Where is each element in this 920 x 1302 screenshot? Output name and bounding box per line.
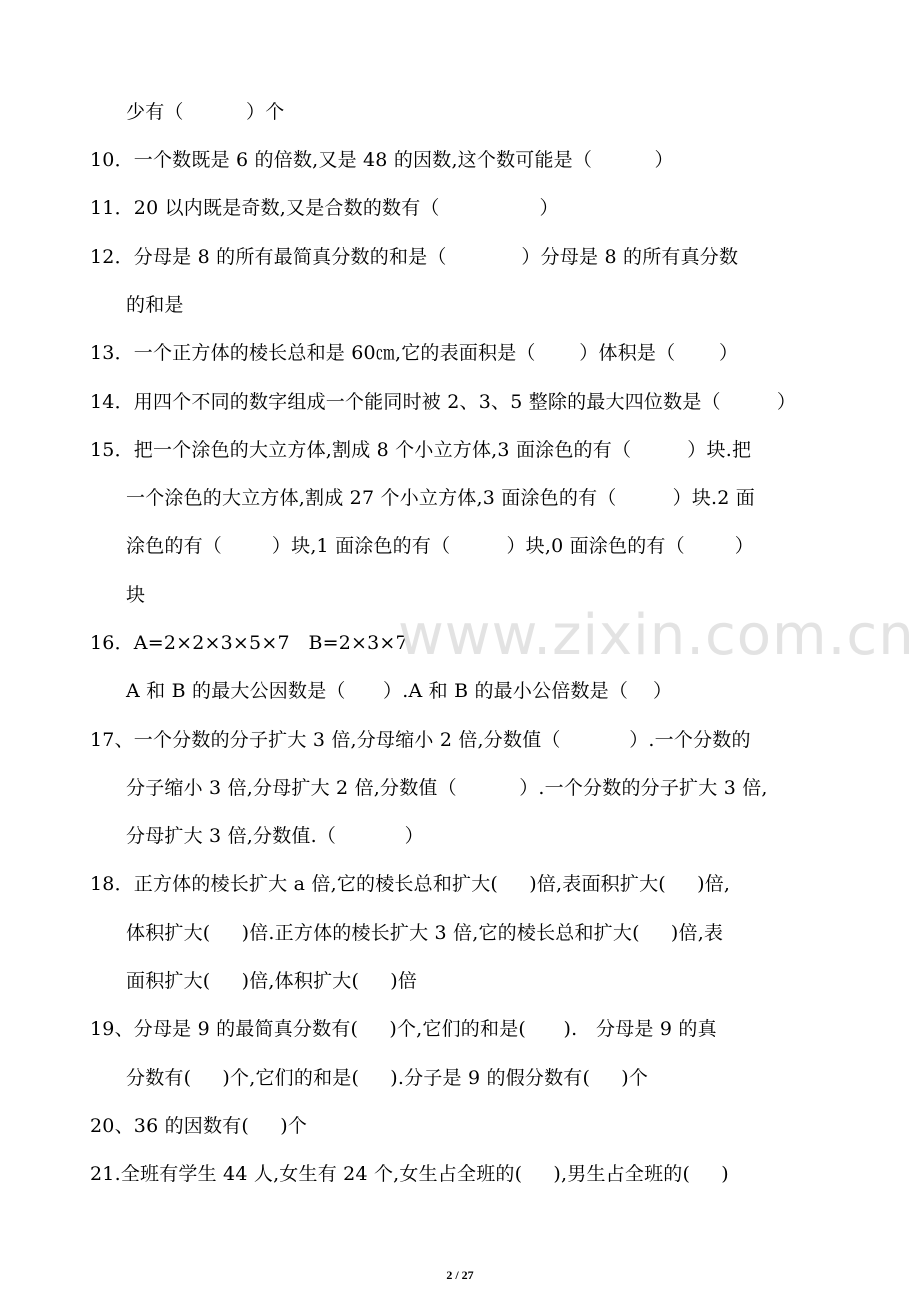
question-12: 12．分母是 8 的所有最简真分数的和是（ ）分母是 8 的所有真分数 [90, 246, 739, 268]
text-line: 体积扩大( )倍.正方体的棱长扩大 3 倍,它的棱长总和扩大( )倍,表 [126, 922, 724, 944]
question-18: 18．正方体的棱长扩大 a 倍,它的棱长总和扩大( )倍,表面积扩大( )倍, [90, 873, 731, 895]
text-line: 的和是 [126, 294, 184, 316]
question-10: 10．一个数既是 6 的倍数,又是 48 的因数,这个数可能是（ ） [90, 149, 674, 171]
question-19: 19、分母是 9 的最简真分数有( )个,它们的和是( ). 分母是 9 的真 [90, 1018, 717, 1040]
text-line: 涂色的有（ ）块,1 面涂色的有（ ）块,0 面涂色的有（ ） [126, 535, 754, 557]
question-16: 16．A=2×2×3×5×7 B=2×3×7 [90, 632, 408, 654]
text-line: A 和 B 的最大公因数是（ ）.A 和 B 的最小公倍数是（ ） [126, 680, 673, 702]
question-11: 11．20 以内既是奇数,又是合数的数有（ ） [90, 197, 559, 219]
text-line: 分母扩大 3 倍,分数值.（ ） [126, 825, 424, 847]
page-number: 2 / 27 [446, 1268, 474, 1282]
question-20: 20、36 的因数有( )个 [90, 1115, 308, 1137]
question-15: 15．把一个涂色的大立方体,割成 8 个小立方体,3 面涂色的有（ ）块.把 [90, 439, 752, 461]
text-line: 一个涂色的大立方体,割成 27 个小立方体,3 面涂色的有（ ）块.2 面 [126, 487, 755, 509]
watermark: www.zixin.com.cn [398, 603, 915, 668]
question-21: 21.全班有学生 44 人,女生有 24 个,女生占全班的( ),男生占全班的( ) [90, 1163, 729, 1185]
text-line: 面积扩大( )倍,体积扩大( )倍 [126, 970, 418, 992]
text-line: 块 [126, 584, 146, 606]
text-line: 分数有( )个,它们的和是( ).分子是 9 的假分数有( )个 [126, 1067, 649, 1089]
question-14: 14．用四个不同的数字组成一个能同时被 2、3、5 整除的最大四位数是（ ） [90, 391, 797, 413]
text-line: 分子缩小 3 倍,分母扩大 2 倍,分数值（ ）.一个分数的分子扩大 3 倍, [126, 777, 768, 799]
question-17: 17、一个分数的分子扩大 3 倍,分母缩小 2 倍,分数值（ ）.一个分数的 [90, 729, 751, 751]
text-line: 少有（ ）个 [126, 101, 285, 123]
question-13: 13．一个正方体的棱长总和是 60㎝,它的表面积是（ ）体积是（ ） [90, 342, 739, 364]
